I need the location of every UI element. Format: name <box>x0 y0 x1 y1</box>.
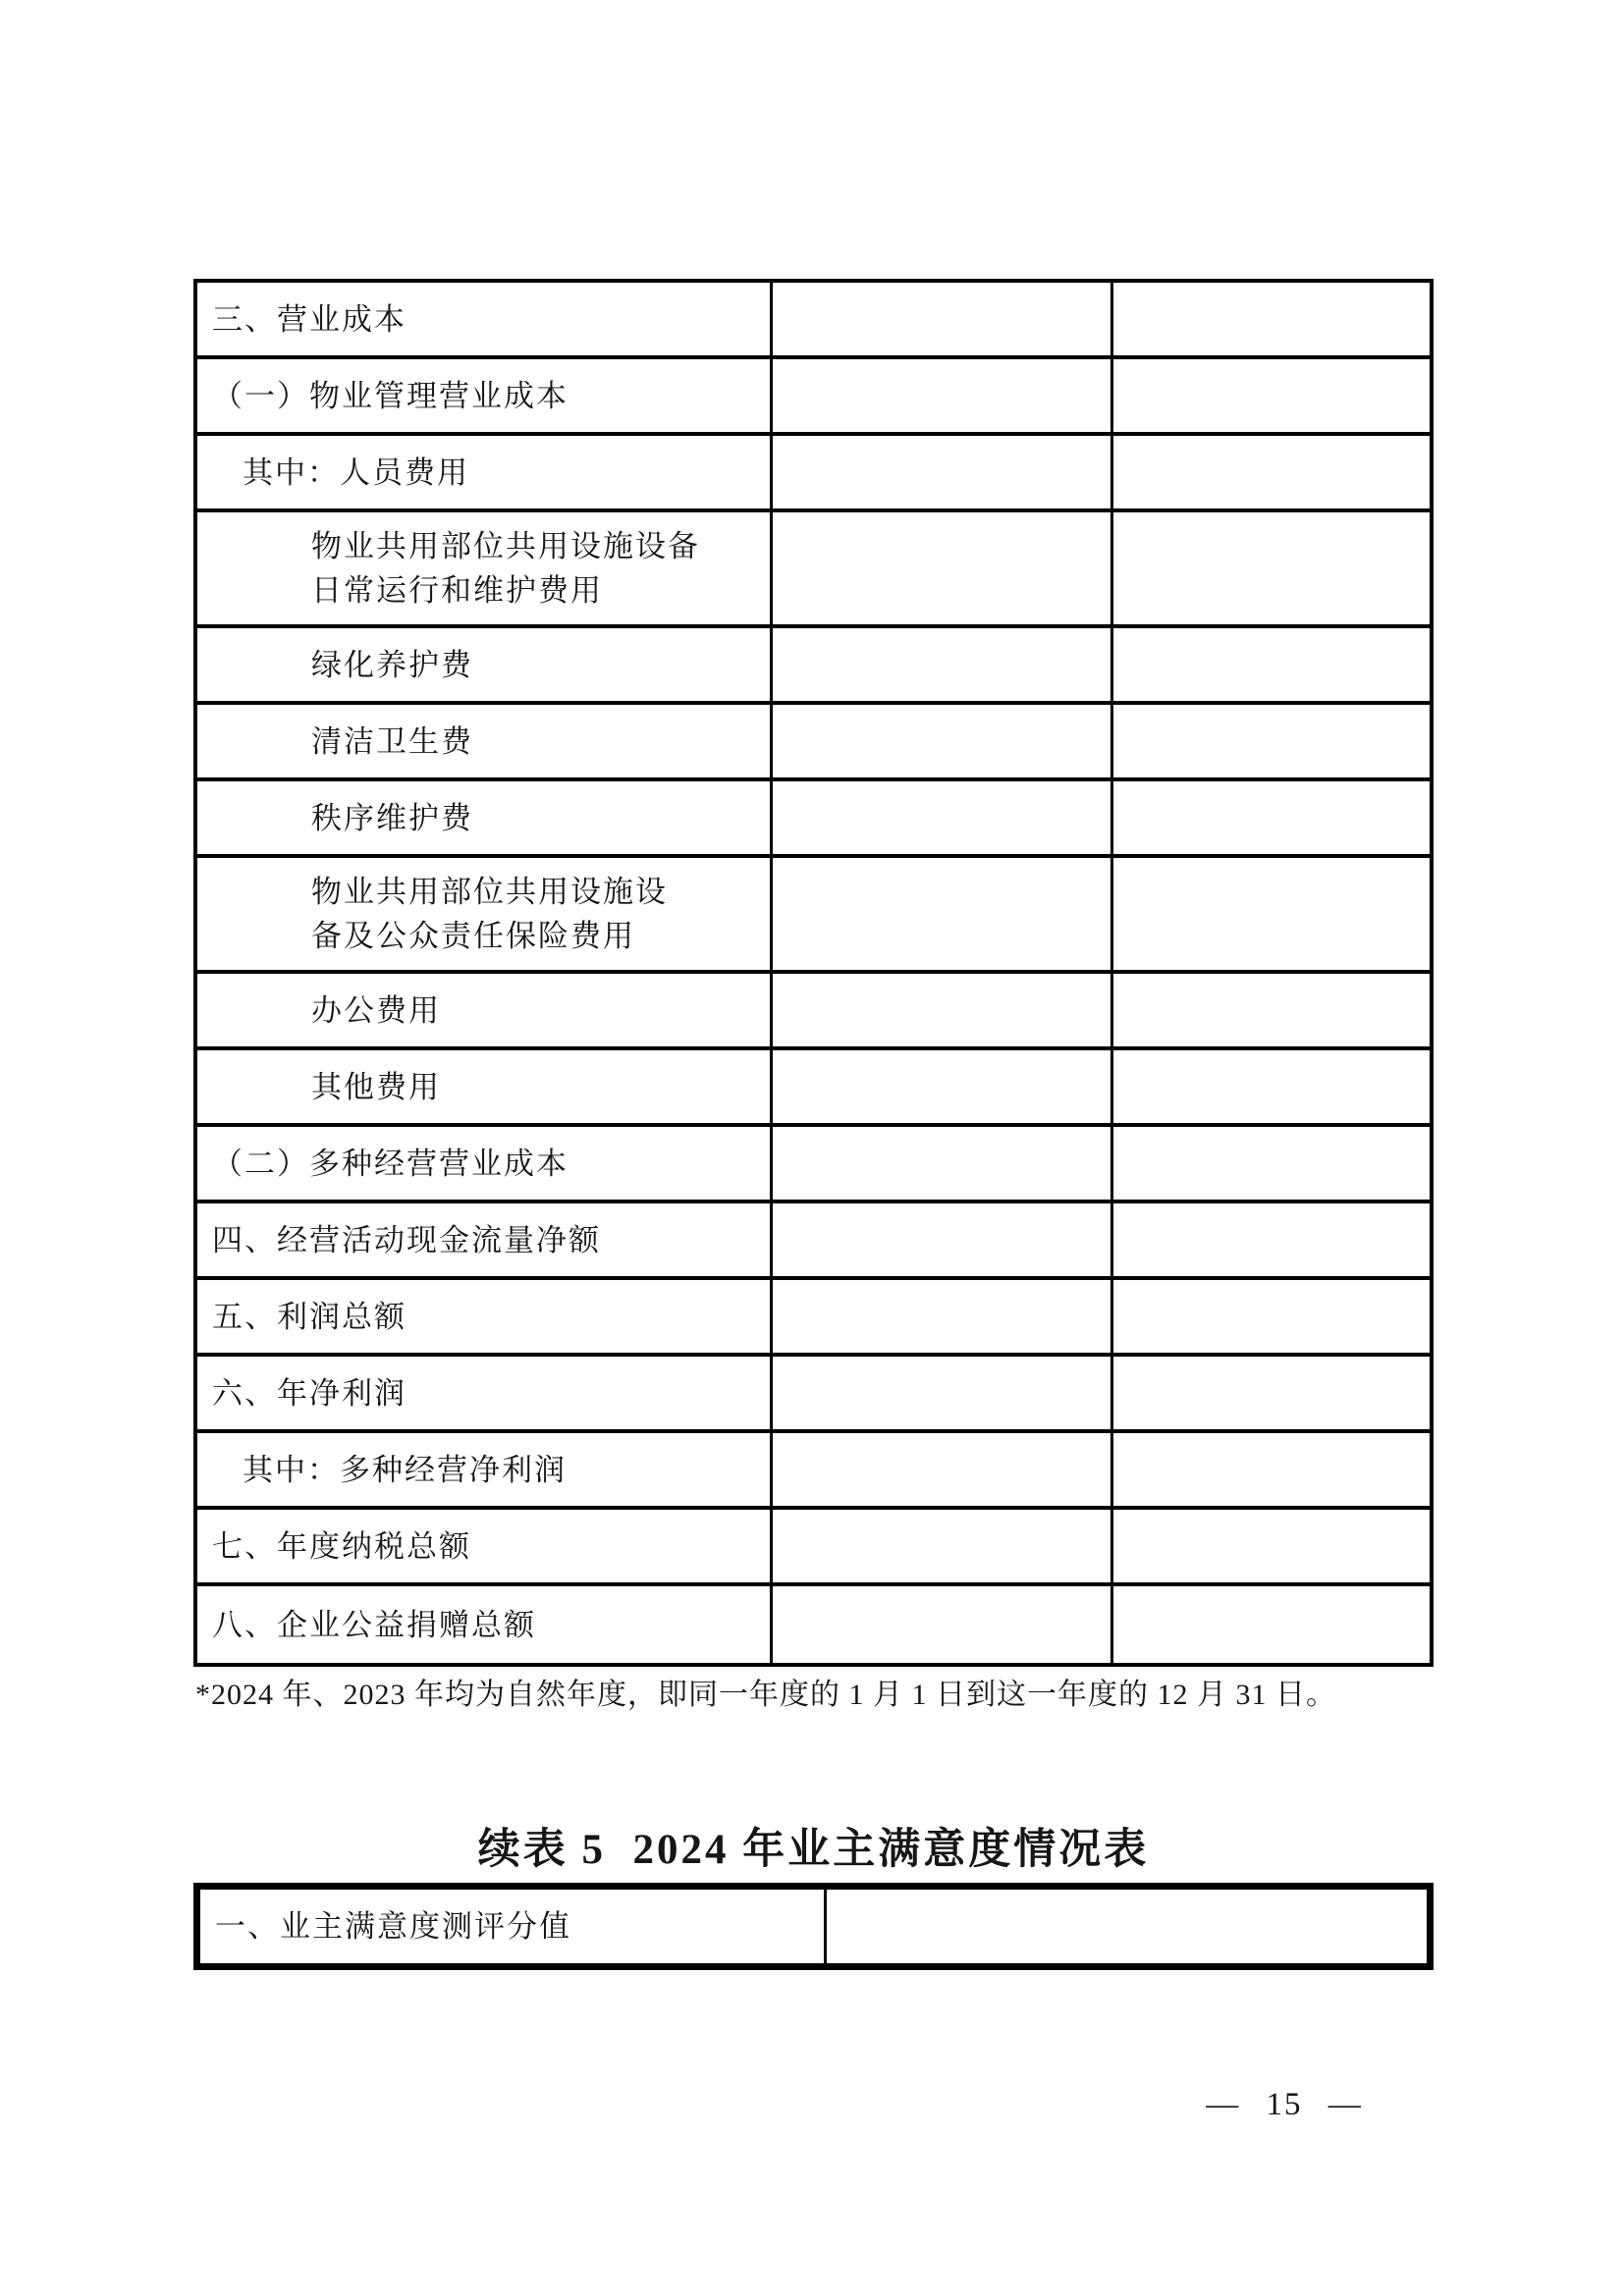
value-cell <box>773 359 1113 432</box>
value-cell <box>1113 1280 1430 1353</box>
value-cell <box>1113 781 1430 854</box>
value-cell <box>1113 705 1430 777</box>
table-row <box>197 974 1430 1050</box>
row-label-line: 日常运行和维护费用 <box>311 573 603 608</box>
value-cell <box>1113 1510 1430 1582</box>
value-cell <box>773 1357 1113 1429</box>
value-cell <box>1113 858 1430 970</box>
row-label-line: 秩序维护费 <box>311 800 473 835</box>
table-row <box>197 1357 1430 1433</box>
row-label-line: 四、经营活动现金流量净额 <box>212 1222 601 1257</box>
value-cell <box>773 1203 1113 1276</box>
row-label-line: 其中：多种经营净利润 <box>243 1452 567 1487</box>
financial-table <box>193 279 1434 1667</box>
row-label <box>197 359 773 432</box>
table-row <box>197 781 1430 858</box>
row-label <box>197 1127 773 1200</box>
value-cell <box>1113 359 1430 432</box>
row-label-line: （一）物业管理营业成本 <box>212 378 568 413</box>
value-cell <box>773 1510 1113 1582</box>
row-label <box>197 1357 773 1429</box>
table-row <box>197 1510 1430 1586</box>
row-label-line: 六、年净利润 <box>212 1375 406 1411</box>
row-label <box>197 1510 773 1582</box>
value-cell <box>773 1127 1113 1200</box>
value-cell <box>773 858 1113 970</box>
row-label <box>197 512 773 624</box>
continuation-table-heading: 续表 5 2024 年业主满意度情况表 <box>477 1827 1150 1873</box>
row-label-line: 八、企业公益捐赠总额 <box>212 1607 536 1642</box>
value-cell <box>773 1586 1113 1663</box>
value-cell <box>773 974 1113 1046</box>
row-label <box>197 1280 773 1353</box>
value-cell <box>773 781 1113 854</box>
value-cell <box>1113 1050 1430 1123</box>
row-label-line: 绿化养护费 <box>311 647 473 682</box>
row-label <box>197 1050 773 1123</box>
row-label <box>197 705 773 777</box>
table-row <box>197 1280 1430 1357</box>
table-row <box>197 512 1430 628</box>
row-label <box>197 1586 773 1663</box>
row-label <box>197 283 773 355</box>
value-cell <box>773 283 1113 355</box>
table-row <box>197 283 1430 359</box>
row-label-line: 办公费用 <box>311 992 441 1028</box>
row-label-line: 其中：人员费用 <box>243 454 469 490</box>
value-cell <box>773 512 1113 624</box>
row-label-line: 清洁卫生费 <box>311 723 473 759</box>
value-cell <box>1113 512 1430 624</box>
table-row <box>197 858 1430 974</box>
satisfaction-table <box>193 1883 1434 1970</box>
row-label <box>197 781 773 854</box>
value-cell <box>1113 1203 1430 1276</box>
value-cell <box>1113 1433 1430 1506</box>
table-row <box>197 359 1430 436</box>
row-label-line: 三、营业成本 <box>212 301 406 337</box>
value-cell <box>773 1050 1113 1123</box>
row-label-line: 一、业主满意度测评分值 <box>215 1909 571 1944</box>
row-label <box>200 1890 827 1963</box>
table-row <box>197 1203 1430 1280</box>
table-row <box>197 1127 1430 1203</box>
table-row <box>197 628 1430 705</box>
row-label <box>197 628 773 701</box>
row-label-line: 物业共用部位共用设施设备 <box>311 529 700 563</box>
value-cell <box>773 628 1113 701</box>
table-row <box>200 1890 1427 1963</box>
row-label <box>197 1433 773 1506</box>
row-label <box>197 858 773 970</box>
value-cell <box>773 1280 1113 1353</box>
table-row <box>197 705 1430 781</box>
value-cell <box>827 1890 1427 1963</box>
row-label-line: 五、利润总额 <box>212 1299 406 1334</box>
value-cell <box>1113 436 1430 508</box>
footnote: *2024 年、2023 年均为自然年度，即同一年度的 1 月 1 日到这一年度的 12 月 31 日。 <box>195 1679 1336 1711</box>
table-row <box>197 1586 1430 1663</box>
value-cell <box>1113 1357 1430 1429</box>
value-cell <box>773 1433 1113 1506</box>
row-label-line: 物业共用部位共用设施设 <box>311 875 668 909</box>
value-cell <box>1113 1586 1430 1663</box>
value-cell <box>773 705 1113 777</box>
value-cell <box>1113 283 1430 355</box>
table-row <box>197 436 1430 512</box>
row-label-line: 其他费用 <box>311 1069 441 1104</box>
page-number: — 15 — <box>1206 2087 1363 2122</box>
value-cell <box>1113 974 1430 1046</box>
row-label <box>197 1203 773 1276</box>
row-label <box>197 436 773 508</box>
row-label-line: 七、年度纳税总额 <box>212 1528 471 1564</box>
value-cell <box>773 436 1113 508</box>
value-cell <box>1113 1127 1430 1200</box>
row-label <box>197 974 773 1046</box>
table-row <box>197 1433 1430 1510</box>
table-row <box>197 1050 1430 1127</box>
row-label-line: （二）多种经营营业成本 <box>212 1146 568 1181</box>
row-label-line: 备及公众责任保险费用 <box>311 919 635 953</box>
value-cell <box>1113 628 1430 701</box>
